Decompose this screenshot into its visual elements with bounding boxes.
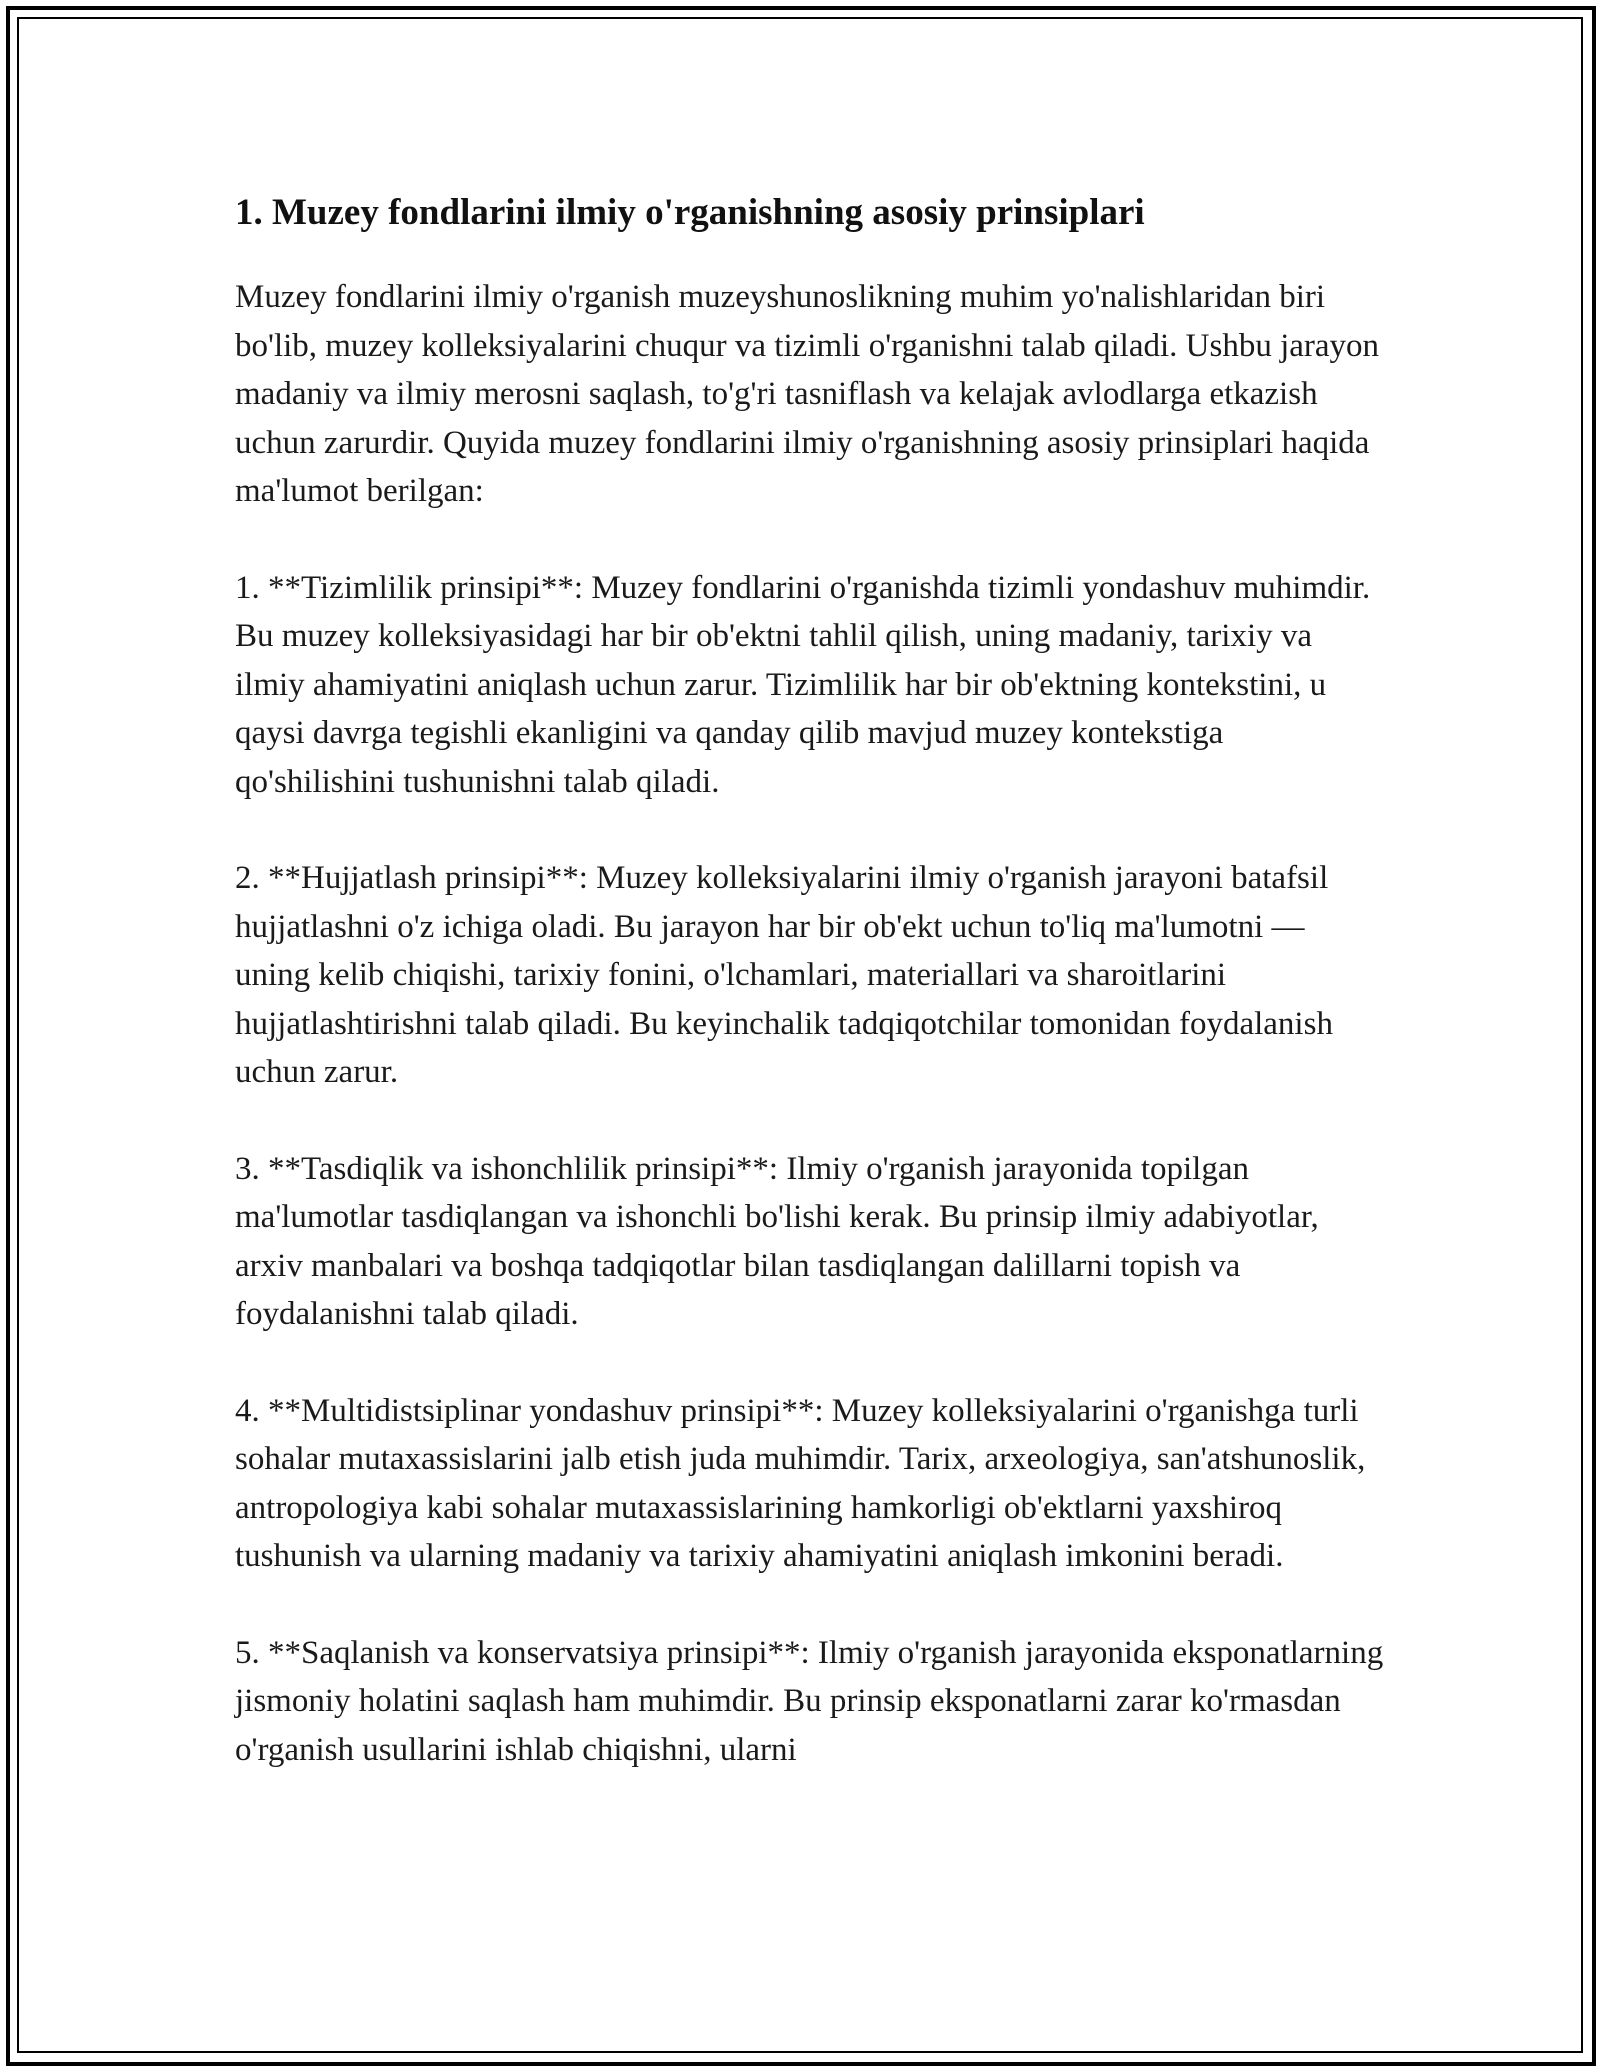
section-heading: 1. Muzey fondlarini ilmiy o'rganishning asosiy prinsiplari <box>235 192 1145 233</box>
principle-1-paragraph: 1. **Tizimlilik prinsipi**: Muzey fondlarini o'rganishda tizimli yondashuv muhimdir. Bu muzey kolleksiyasidagi har bir ob'ektni tahlil qilish, uning madaniy, tarixiy va ilmiy ahamiyatini aniqlash uchun zarur. Tizimlilik har bir ob'ektning kontekstini, u qaysi davrga tegishli ekanligini va qanday qilib mavjud muzey kontekstiga qo'shilishini tushunishni talab qiladi. <box>235 569 1371 800</box>
principle-5-paragraph: 5. **Saqlanish va konservatsiya prinsipi**: Ilmiy o'rganish jarayonida eksponatlarning jismoniy holatini saqlash ham muhimdir. Bu prinsip eksponatlarni zarar ko'rmasdan o'rganish usullarini ishlab chiqishni, ularni <box>235 1634 1384 1768</box>
intro-paragraph: Muzey fondlarini ilmiy o'rganish muzeyshunoslikning muhim yo'nalishlaridan biri bo'lib, muzey kolleksiyalarini chuqur va tizimli o'rganishni talab qiladi. Ushbu jarayon madaniy va ilmiy merosni saqlash, to'g'ri tasniflash va kelajak avlodlarga etkazish uchun zarurdir. Quyida muzey fondlarini ilmiy o'rganishning asosiy prinsiplari haqida ma'lumot berilgan: <box>235 279 1380 509</box>
principle-3-paragraph: 3. **Tasdiqlik va ishonchlilik prinsipi**: Ilmiy o'rganish jarayonida topilgan ma'lumotlar tasdiqlangan va ishonchli bo'lishi kerak. Bu prinsip ilmiy adabiyotlar, arxiv manbalari va boshqa tadqiqotlar bilan tasdiqlangan dalillarni topish va foydalanishni talab qiladi. <box>235 1150 1319 1332</box>
document-body <box>235 185 1385 1822</box>
principle-2-paragraph: 2. **Hujjatlash prinsipi**: Muzey kolleksiyalarini ilmiy o'rganish jarayoni batafsil hujjatlashni o'z ichiga oladi. Bu jarayon har bir ob'ekt uchun to'liq ma'lumotni — uning kelib chiqishi, tarixiy fonini, o'lchamlari, materiallari va sharoitlarini hujjatlashtirishni talab qiladi. Bu keyinchalik tadqiqotchilar tomonidan foydalanish uchun zarur. <box>235 860 1333 1090</box>
principle-4-paragraph: 4. **Multidistsiplinar yondashuv prinsipi**: Muzey kolleksiyalarini o'rganishga turli sohalar mutaxassislarini jalb etish juda muhimdir. Tarix, arxeologiya, san'atshunoslik, antropologiya kabi sohalar mutaxassislarining hamkorligi ob'ektlarni yaxshiroq tushunish va ularning madaniy va tarixiy ahamiyatini aniqlash imkonini beradi. <box>235 1392 1366 1574</box>
